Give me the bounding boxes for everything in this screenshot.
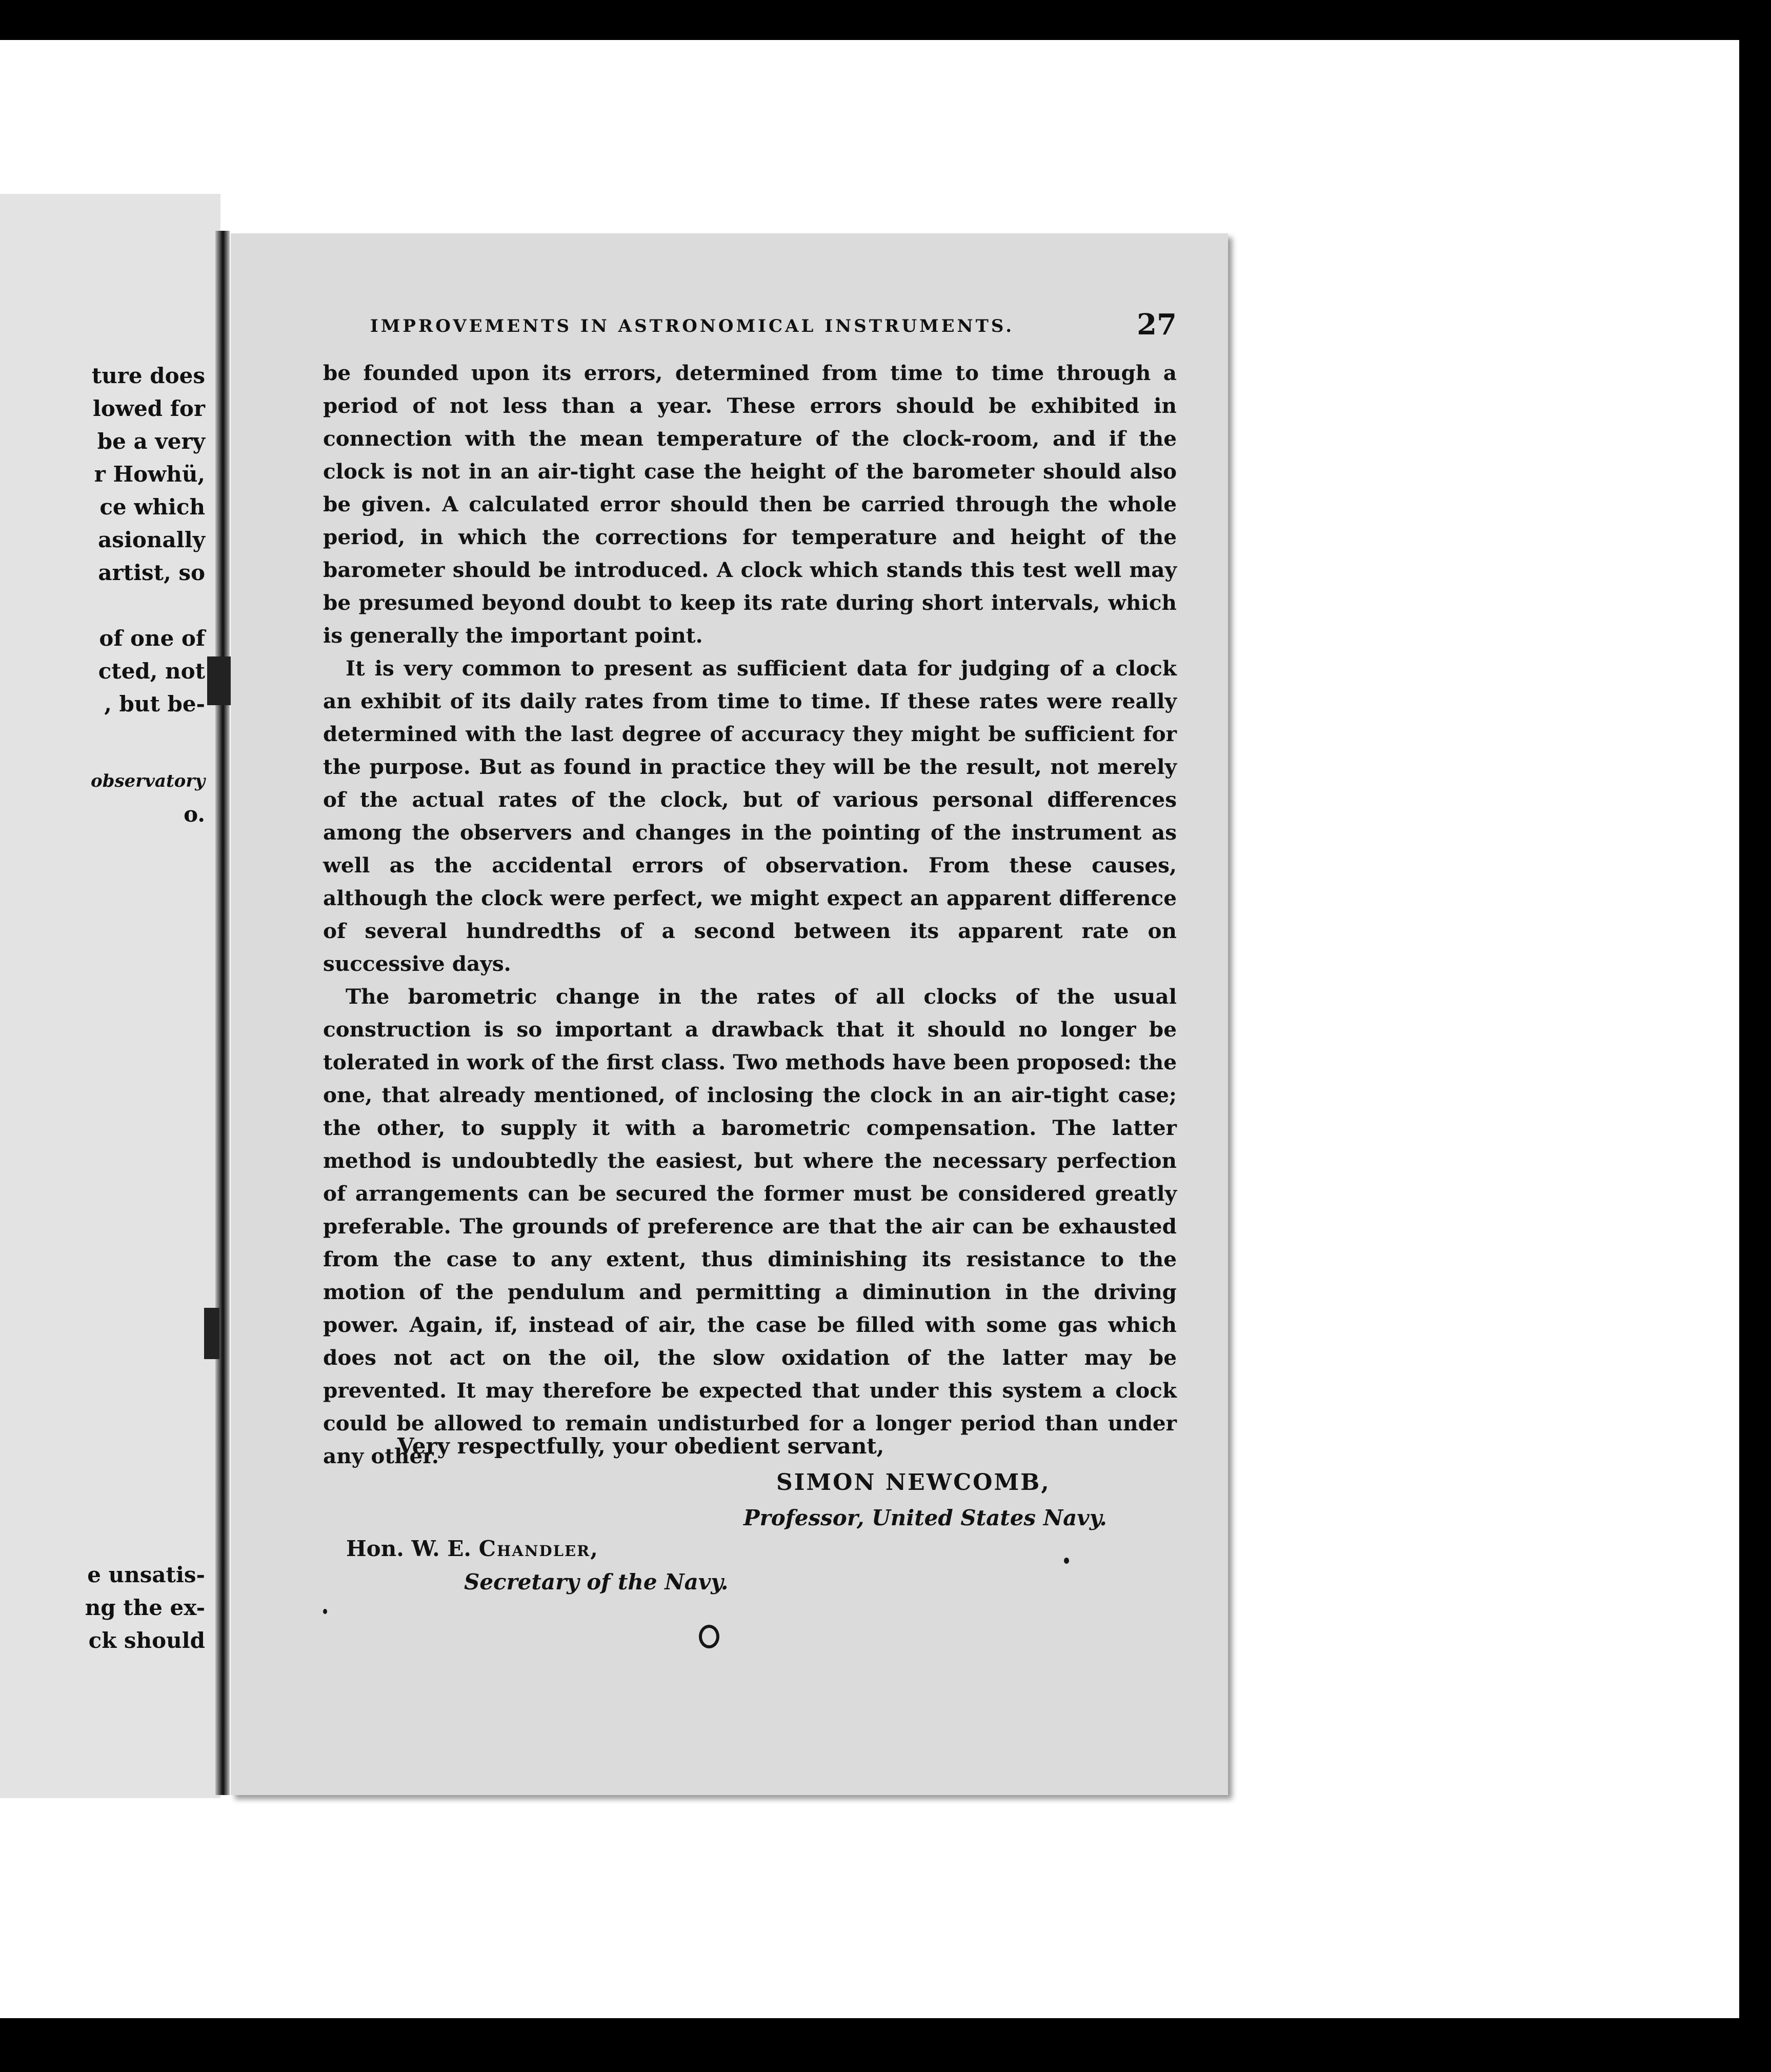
prev-line: be a very [97,429,205,454]
binding-gutter [215,231,230,1795]
page-header [320,308,1177,344]
ink-speck [1064,1558,1069,1564]
ring-mark [699,1625,719,1648]
paragraph: It is very common to present as sufficient data for judging of a clock an exhibit of its daily rates from time to time. If these rates were really determined with the last degree of accuracy they might be sufficient for the purpose. But as found in practice they will be the result, not merely of the actual rates of the clock, but of various personal differences among the observers and changes in the pointing of the instrument as well as the accidental errors of observation. From these causes, although the clock were perfect, we might expect an apparent difference of several hundredths of a second between its apparent rate on successive days. [323,656,1177,976]
addressee-surname: Chandler, [478,1536,599,1561]
prev-line: observatory [91,771,205,791]
body-text [323,356,1177,1472]
prev-line: ck should [88,1628,205,1653]
signature-name: SIMON NEWCOMB, [776,1469,1051,1496]
paragraph: The barometric change in the rates of all clocks of the usual construction is so important a drawback that it should no longer be tolerated in work of the first class. Two methods have been proposed: the one, that already mentioned, of inclosing the clock in an air-tight case; the other, to supply it with a barometric compensation. The latter method is undoubtedly the easiest, but where the necessary perfection of arrangements can be secured the former must be considered greatly preferable. The grounds of preference are that the air can be exhausted from the case to any extent, thus diminishing its resistance to the motion of the pendulum and permitting a diminution in the driving power. Again, if, instead of air, the case be filled with some gas which does not act on the oil, the slow oxidation of the latter may be prevented. It may therefore be expected that under this system a clock could be allowed to remain undisturbed for a longer period than under any other. [323,984,1177,1468]
prev-line: ng the ex- [85,1595,205,1620]
running-title: IMPROVEMENTS IN ASTRONOMICAL INSTRUMENTS. [370,316,1015,336]
prev-line: cted, not [98,659,205,684]
binding-clip [204,1308,219,1359]
prev-line: r Howhü, [94,462,205,487]
page-number: 27 [1137,308,1177,342]
prev-line: asionally [98,527,205,552]
binding-clip [207,656,232,705]
prev-line: o. [184,802,205,827]
addressee [346,1536,599,1561]
ink-speck [323,1609,327,1614]
addressee-honorific: Hon. W. E. [346,1536,471,1561]
previous-page-fragment [0,194,220,1798]
paragraph: be founded upon its errors, determined from time to time through a period of not less than a year. These errors should be exhibited in connection with the mean temperature of the clock-room, and if the clock is not in an air-tight case the height of the barometer should also be given. A calculated error should then be carried through the whole period, in which the corrections for temperature and height of the barometer should be introduced. A clock which stands this test well may be presumed beyond doubt to keep its rate during short intervals, which is generally the important point. [323,361,1177,648]
prev-line: ce which [99,494,205,520]
prev-line: lowed for [92,396,205,421]
addressee-title: Secretary of the Navy. [464,1569,729,1595]
prev-line: of one of [99,626,205,651]
prev-line: e unsatis- [87,1562,205,1587]
prev-line: , but be- [104,691,205,716]
signature-title: Professor, United States Navy. [743,1505,1107,1530]
prev-line: ture does [91,363,205,388]
document-page [231,233,1228,1795]
prev-line: artist, so [98,560,205,585]
closing-line: Very respectfully, your obedient servant, [397,1433,884,1459]
